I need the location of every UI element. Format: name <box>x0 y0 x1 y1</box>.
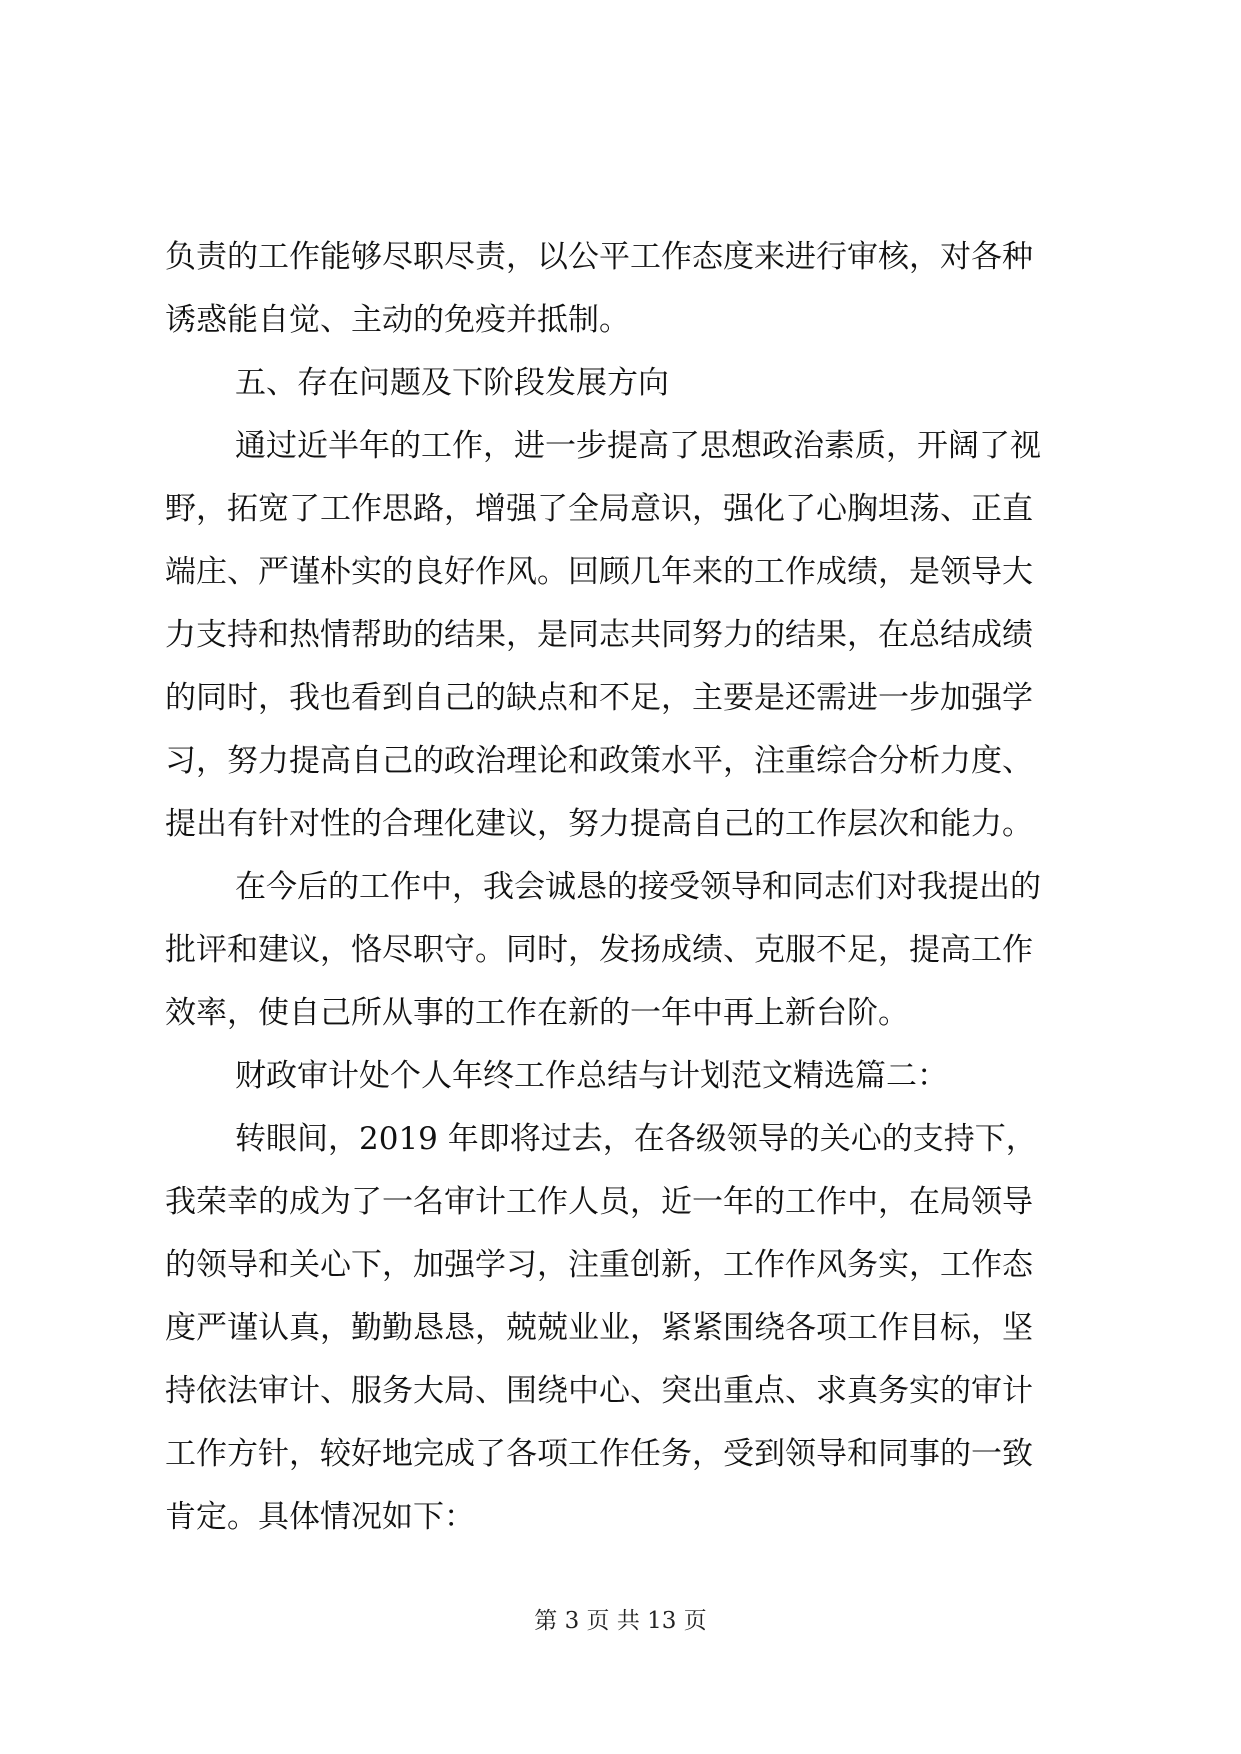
text-line: 的领导和关心下，加强学习，注重创新，工作作风务实，工作态 <box>165 1247 1033 1283</box>
text-line: 习，努力提高自己的政治理论和政策水平，注重综合分析力度、 <box>165 743 1033 779</box>
text-line: 通过近半年的工作，进一步提高了思想政治素质，开阔了视 <box>235 428 1041 464</box>
text-line: 转眼间，2019 年即将过去，在各级领导的关心的支持下， <box>235 1121 1037 1157</box>
text-line: 负责的工作能够尽职尽责，以公平工作态度来进行审核，对各种 <box>165 239 1033 275</box>
text-line: 提出有针对性的合理化建议，努力提高自己的工作层次和能力。 <box>165 806 1033 842</box>
text-line: 度严谨认真，勤勤恳恳，兢兢业业，紧紧围绕各项工作目标，坚 <box>165 1310 1033 1346</box>
text-line: 野，拓宽了工作思路，增强了全局意识，强化了心胸坦荡、正直 <box>165 491 1033 527</box>
text-line: 力支持和热情帮助的结果，是同志共同努力的结果，在总结成绩 <box>165 617 1033 653</box>
text-line: 的同时，我也看到自己的缺点和不足，主要是还需进一步加强学 <box>165 680 1033 716</box>
text-line: 效率，使自己所从事的工作在新的一年中再上新台阶。 <box>165 995 909 1031</box>
text-line: 工作方针，较好地完成了各项工作任务，受到领导和同事的一致 <box>165 1436 1033 1472</box>
text-line: 我荣幸的成为了一名审计工作人员，近一年的工作中，在局领导 <box>165 1184 1033 1220</box>
text-line: 批评和建议，恪尽职守。同时，发扬成绩、克服不足，提高工作 <box>165 932 1033 968</box>
article-subtitle: 财政审计处个人年终工作总结与计划范文精选篇二： <box>235 1058 948 1094</box>
page-number: 第 3 页 共 13 页 <box>534 1608 707 1634</box>
text-line: 肯定。具体情况如下： <box>165 1499 475 1535</box>
text-line: 持依法审计、服务大局、围绕中心、突出重点、求真务实的审计 <box>165 1373 1033 1409</box>
text-line: 诱惑能自觉、主动的免疫并抵制。 <box>165 302 630 338</box>
text-line: 端庄、严谨朴实的良好作风。回顾几年来的工作成绩，是领导大 <box>165 554 1033 590</box>
text-line: 在今后的工作中，我会诚恳的接受领导和同志们对我提出的 <box>235 869 1041 905</box>
section-heading: 五、存在问题及下阶段发展方向 <box>235 365 669 401</box>
document-body <box>165 226 1085 1549</box>
